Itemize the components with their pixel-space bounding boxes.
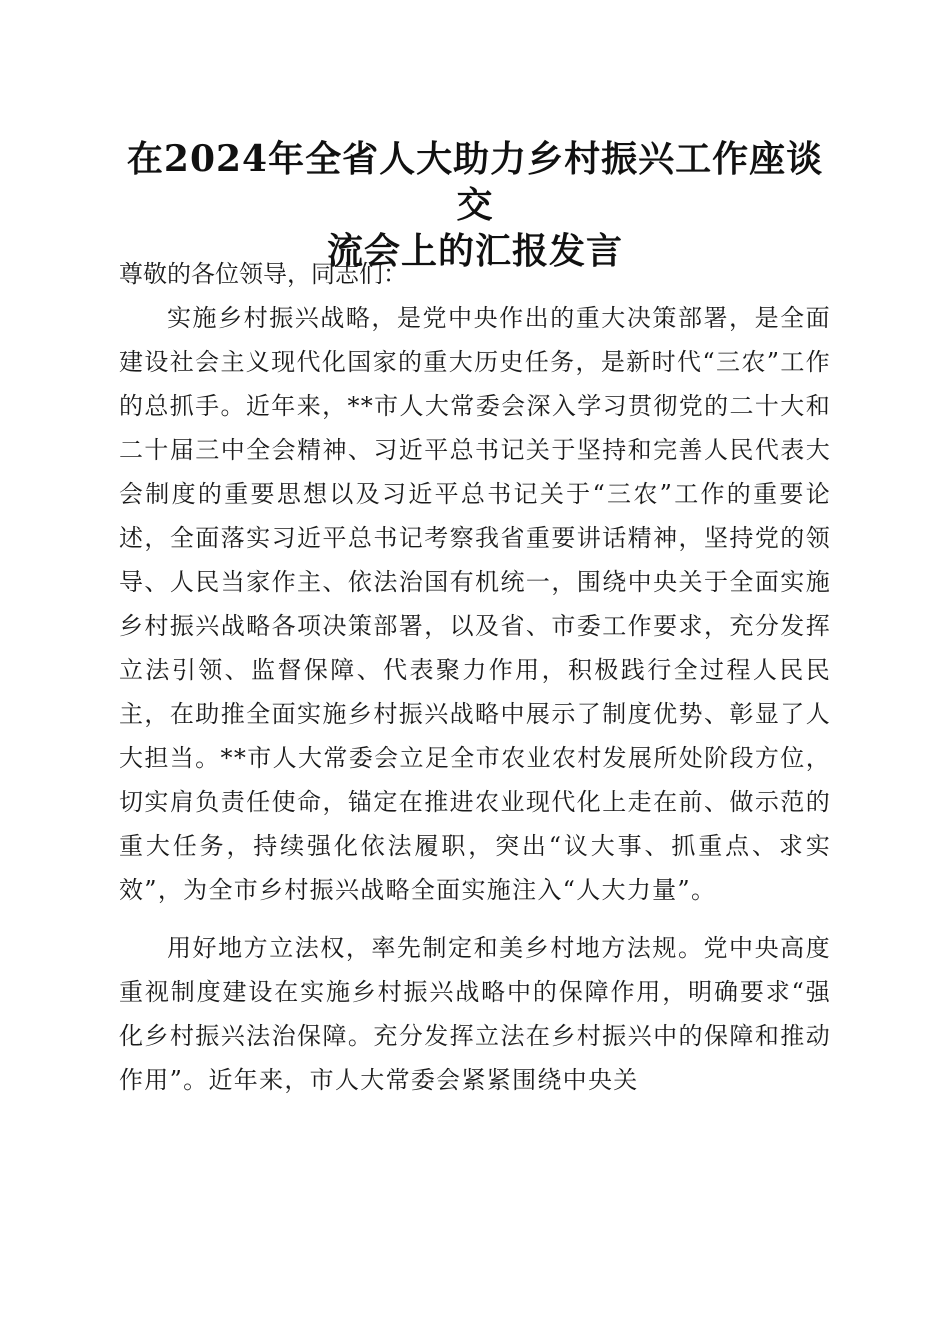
document-body bbox=[119, 252, 831, 1102]
salutation: 尊敬的各位领导，同志们： bbox=[119, 260, 407, 288]
paragraph-intro: 实施乡村振兴战略，是党中央作出的重大决策部署，是全面建设社会主义现代化国家的重大历史任务，是新时代“三农”工作的总抓手。近年来，**市人大常委会深入学习贯彻党的二十大和二十届三中全会精神、习近平总书记关于坚持和完善人民代表大会制度的重要思想以及习近平总书记关于“三农”工作的重要论述，全面落实习近平总书记考察我省重要讲话精神，坚持党的领导、人民当家作主、依法治国有机统一，围绕中央关于全面实施乡村振兴战略各项决策部署，以及省、市委工作要求，充分发挥立法引领、监督保障、代表聚力作用，积极践行全过程人民民主，在助推全面实施乡村振兴战略中展示了制度优势、彰显了人大担当。**市人大常委会立足全市农业农村发展所处阶段方位，切实肩负责任使命，锚定在推进农业现代化上走在前、做示范的重大任务，持续强化依法履职，突出“议大事、抓重点、求实效”，为全市乡村振兴战略全面实施注入“人大力量”。 bbox=[119, 304, 831, 904]
paragraph-legislation: 用好地方立法权，率先制定和美乡村地方法规。党中央高度重视制度建设在实施乡村振兴战略中的保障作用，明确要求“强化乡村振兴法治保障。充分发挥立法在乡村振兴中的保障和推动作用”。近年来，市人大常委会紧紧围绕中央关 bbox=[119, 934, 831, 1094]
title-line-1: 在2024年全省人大助力乡村振兴工作座谈交 bbox=[126, 138, 824, 226]
title-line-2: 流会上的汇报发言 bbox=[326, 230, 623, 272]
